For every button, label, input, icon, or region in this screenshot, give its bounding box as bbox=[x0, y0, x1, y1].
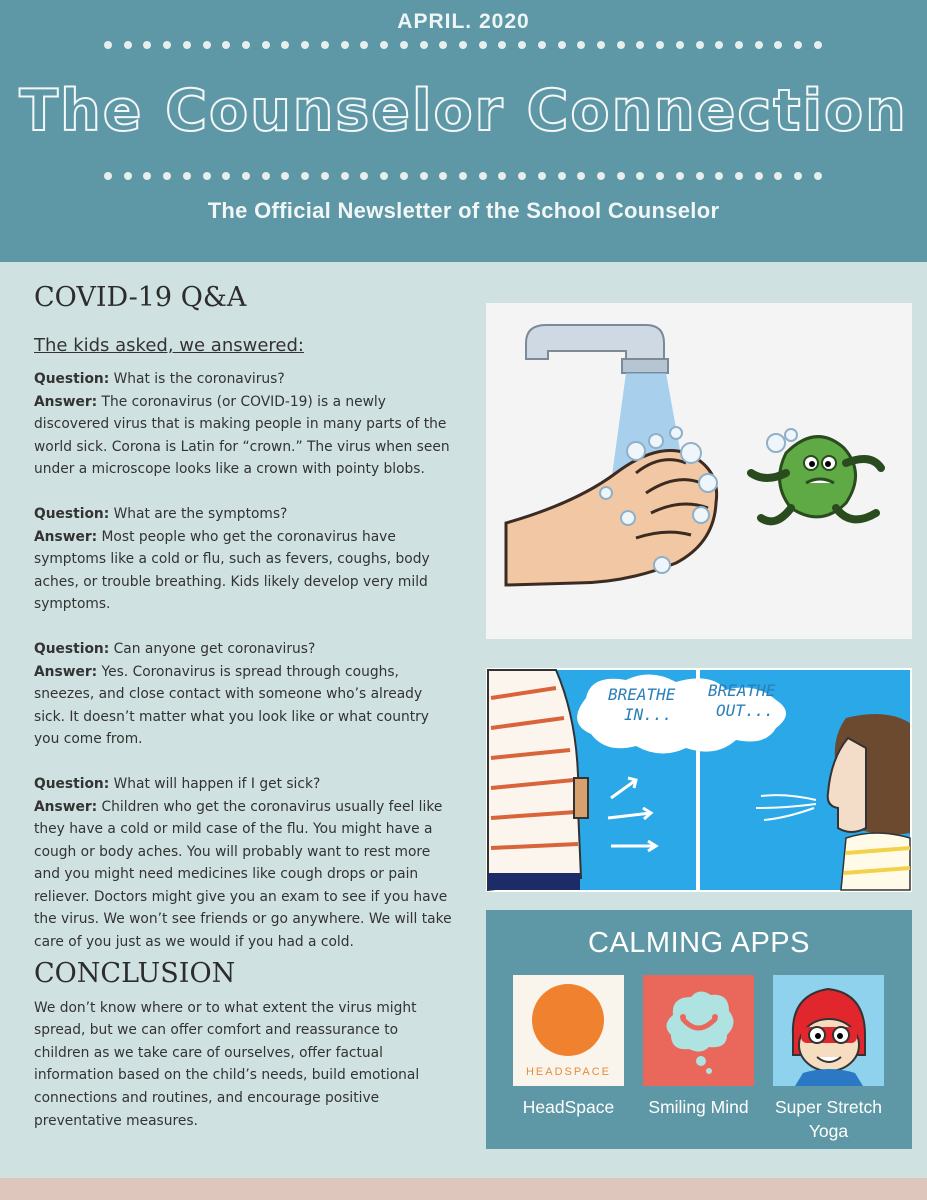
breathe-out-line2: OUT... bbox=[716, 701, 774, 720]
answer-text: The coronavirus (or COVID-19) is a newly discovered virus that is making people in many parts of the world sick. Corona is Latin for “crown.” The virus when seen under a microscope looks like a crown with pointy blobs. bbox=[34, 393, 450, 478]
issue-date: APRIL. 2020 bbox=[397, 10, 530, 33]
breathing-illustration bbox=[486, 668, 912, 892]
breathe-in-line2: IN... bbox=[624, 705, 673, 724]
bottom-dot-divider bbox=[104, 172, 822, 182]
smiling-mind-icon bbox=[643, 975, 754, 1086]
qa-column bbox=[34, 282, 454, 1132]
qa-item bbox=[34, 638, 454, 751]
qa-item bbox=[34, 773, 454, 954]
qa-list bbox=[34, 368, 454, 954]
answer-text: Yes. Coronavirus is spread through coughs, sneezes, and close contact with someone who’s already sick. It doesn’t matter what you look like or what country you come from. bbox=[34, 663, 429, 748]
top-dot-divider bbox=[104, 41, 822, 51]
question-text: What will happen if I get sick? bbox=[113, 775, 321, 792]
newsletter-header bbox=[0, 0, 927, 262]
calming-apps-title: CALMING APPS bbox=[588, 927, 810, 959]
newsletter-title: The Counselor Connection bbox=[19, 78, 908, 144]
question-label: Question: bbox=[34, 640, 110, 657]
app-label: HeadSpace bbox=[522, 1097, 615, 1117]
breathe-in-line1: BREATHE bbox=[608, 685, 676, 704]
qa-intro: The kids asked, we answered: bbox=[34, 335, 304, 356]
breathe-out-line1: BREATHE bbox=[708, 681, 776, 700]
app-label: Super Stretch Yoga bbox=[775, 1097, 882, 1141]
yoga-hero-icon bbox=[773, 975, 884, 1086]
brain-smile-icon bbox=[643, 975, 754, 1086]
app-headspace[interactable] bbox=[513, 975, 624, 1119]
footer-bar bbox=[0, 1178, 927, 1200]
qa-item bbox=[34, 368, 454, 481]
conclusion-title: CONCLUSION bbox=[34, 957, 236, 989]
qa-item bbox=[34, 503, 454, 616]
headspace-icon bbox=[513, 975, 624, 1086]
breathing-drawing bbox=[486, 668, 912, 892]
answer-label: Answer: bbox=[34, 798, 98, 815]
answer-label: Answer: bbox=[34, 528, 98, 545]
answer-label: Answer: bbox=[34, 393, 98, 410]
calming-apps-panel bbox=[486, 910, 912, 1149]
question-label: Question: bbox=[34, 505, 110, 522]
question-label: Question: bbox=[34, 371, 110, 387]
question-text: What are the symptoms? bbox=[113, 505, 288, 522]
question-text: What is the coronavirus? bbox=[113, 371, 285, 387]
handwashing-drawing bbox=[486, 303, 912, 639]
super-stretch-yoga-icon bbox=[773, 975, 884, 1086]
answer-label: Answer: bbox=[34, 663, 98, 680]
newsletter-subtitle: The Official Newsletter of the School Counselor bbox=[207, 198, 720, 223]
answer-text: Most people who get the coronavirus have symptoms like a cold or flu, such as fevers, coughs, body aches, or trouble breathing. Kids likely develop very mild symptoms. bbox=[34, 528, 430, 613]
app-super-stretch-yoga[interactable] bbox=[773, 975, 884, 1143]
app-smiling-mind[interactable] bbox=[643, 975, 754, 1119]
headspace-icon-text: HEADSPACE bbox=[525, 1066, 612, 1078]
answer-text: Children who get the coronavirus usually feel like they have a cold or mild case of the flu. You might have a cough or body aches. You will probably want to rest more and you might need medicines like cough drops or pain reliever. Doctors might give you an exam to see if you have the virus. We won’t see friends or go anywhere. We will take care of you just as we would if you had a cold. bbox=[34, 798, 452, 951]
app-label: Smiling Mind bbox=[648, 1097, 749, 1117]
conclusion-text: We don’t know where or to what extent the virus might spread, but we can offer comfort and reassurance to children as we take care of ourselves, offer factual information based on the child’s needs, build emotional connections and routines, and encourage positive preventative measures. bbox=[34, 999, 420, 1129]
handwashing-illustration bbox=[486, 303, 912, 639]
question-text: Can anyone get coronavirus? bbox=[113, 640, 316, 657]
qa-section-title: COVID-19 Q&A bbox=[34, 282, 247, 313]
question-label: Question: bbox=[34, 775, 110, 792]
